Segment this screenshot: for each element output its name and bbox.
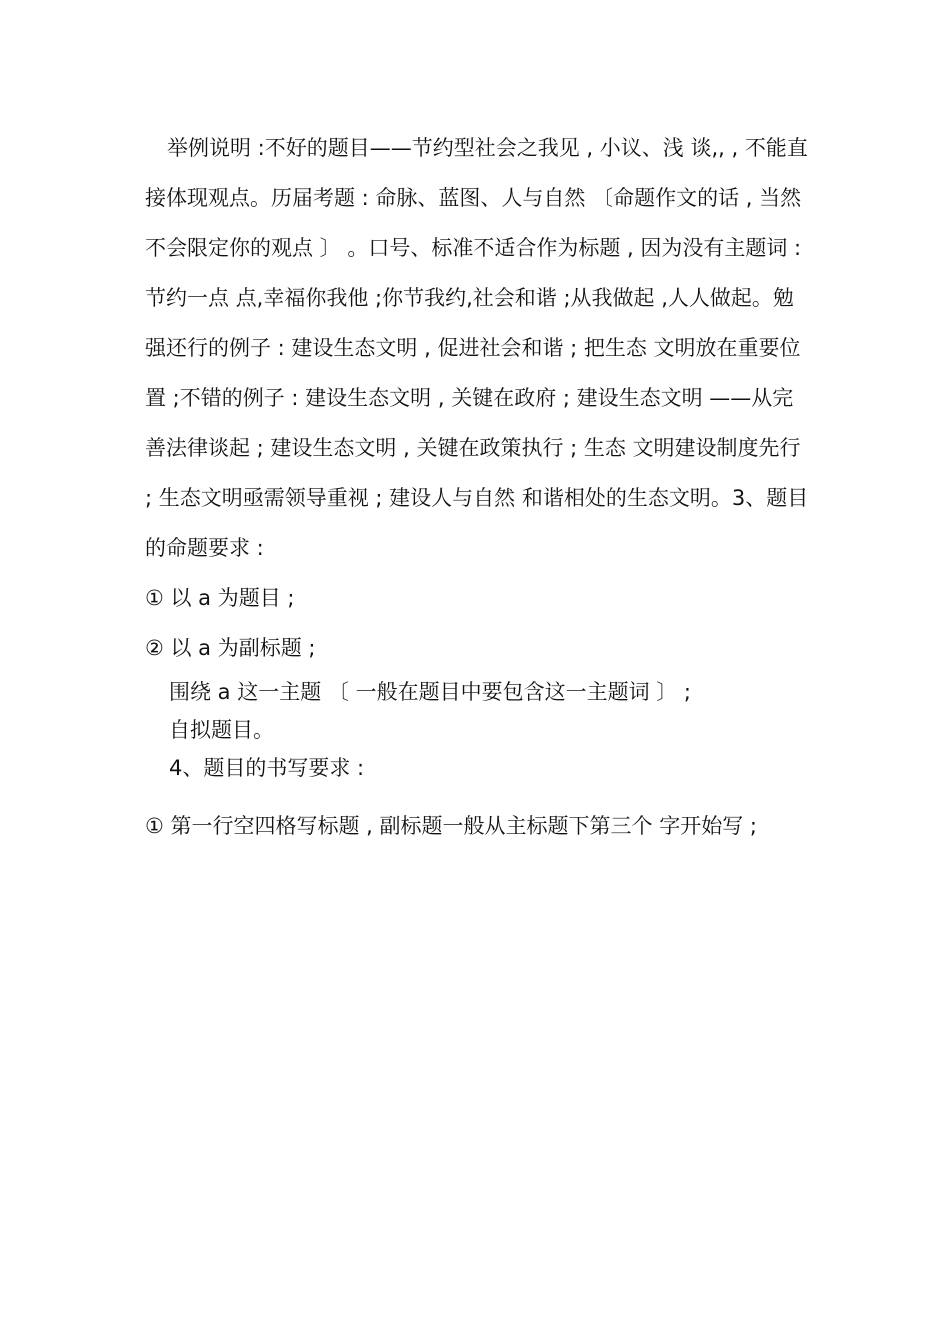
requirement-item-2: ② 以 a 为副标题 ; (145, 636, 316, 660)
writing-requirement-item-1: ① 第一行空四格写标题 , 副标题一般从主标题下第三个 字开始写 ; (145, 814, 757, 838)
section-heading-4: 4、题目的书写要求 : (169, 756, 365, 780)
document-body (145, 123, 810, 851)
requirement-item-3: 围绕 a 这一主题 〔 一般在题目中要包含这一主题词 〕 ; (169, 680, 691, 704)
requirement-item-4: 自拟题目。 (169, 718, 274, 742)
requirement-sub-items (145, 673, 810, 749)
main-paragraph: 举例说明 :不好的题目——节约型社会之我见 , 小议、浅 谈,, , 不能直接体现观点。历届考题 : 命脉、蓝图、人与自然 〔命题作文的话 , 当然 不会限定你的观点 〕 。口号、标准不适合作为标题 , 因为没有主题词 : 节约一点 点,幸福你我他 ;你节我约,社会和谐 ;从我做起 ,人人做起。勉强还行的例子 : 建设生态文明 , 促进社会和谐 ; 把生态 文明放在重要位置 ;不错的例子 : 建设生态文明 , 关键在政府 ; 建设生态文明 ——从完善法律谈起 ; 建设生态文明 , 关键在政策执行 ; 生态 文明建设制度先行 ; 生态文明亟需领导重视 ; 建设人与自然 和谐相处的生态文明。3、题目的命题要求 : (145, 136, 809, 560)
requirement-item-1: ① 以 a 为题目 ; (145, 586, 295, 610)
